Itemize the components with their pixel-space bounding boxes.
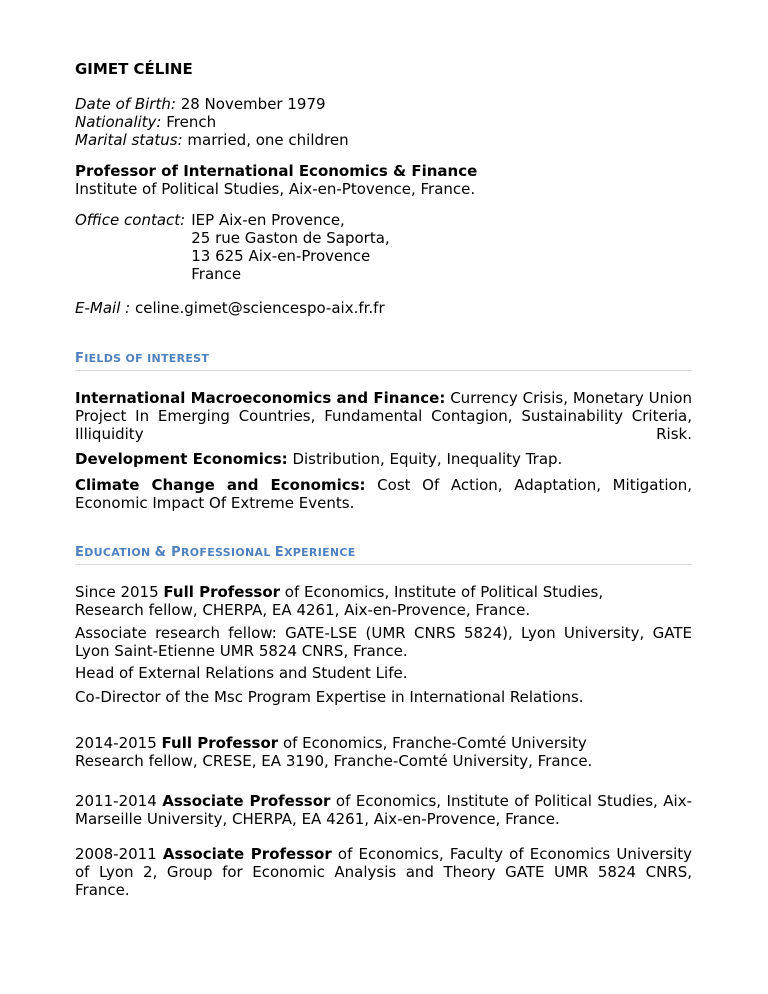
education-header: EDUCATION & PROFESSIONAL EXPERIENCE — [75, 545, 692, 565]
education-entry: Co-Director of the Msc Program Expertise in International Relations. — [75, 688, 584, 706]
dob-value: 28 November 1979 — [180, 95, 326, 113]
marital-line — [75, 131, 692, 149]
office-address — [191, 211, 389, 283]
office-label: Office contact: — [75, 211, 186, 229]
nationality-value: French — [166, 113, 217, 131]
nationality-line — [75, 113, 692, 131]
nationality-label: Nationality: — [75, 113, 162, 131]
field-text: Currency Crisis, Monetary Union Project In Emerging Countries, Fundamental Contagion, Sustainability Criteria, Illiquidity Risk. — [75, 389, 692, 443]
field-topic: Development Economics: — [75, 450, 288, 468]
field-text: Cost Of Action, Adaptation, Mitigation, Economic Impact Of Extreme Events. — [75, 476, 692, 512]
position-block — [75, 162, 692, 198]
fields-header: FIELDS OF INTEREST — [75, 351, 692, 371]
education-entry: 2008-2011 Associate Professor of Economics, Faculty of Economics University of Lyon 2, Group for Economic Analysis and Theory GATE UMR 5824 CNRS, France. — [75, 845, 693, 899]
education-entry: 2011-2014 Associate Professor of Economics, Institute of Political Studies, Aix-Marseille University, CHERPA, EA 4261, Aix-en-Provence, France. — [75, 792, 693, 828]
office-line: France — [191, 265, 242, 283]
dob-line — [75, 95, 692, 113]
education-entry: Since 2015 Full Professor of Economics, Institute of Political Studies, Research fellow, CHERPA, EA 4261, Aix-en-Provence, France. — [75, 583, 604, 619]
position-title: Professor of International Economics & Finance — [75, 162, 478, 180]
field-item — [75, 450, 692, 468]
office-line: 25 rue Gaston de Saporta, — [191, 229, 390, 247]
education-entry: 2014-2015 Full Professor of Economics, Franche-Comté University Research fellow, CRESE, EA 3190, Franche-Comté University, France. — [75, 734, 593, 770]
marital-value: married, one children — [187, 131, 349, 149]
email-value[interactable]: celine.gimet@sciencespo-aix.fr.fr — [134, 299, 385, 317]
field-text: Distribution, Equity, Inequality Trap. — [292, 450, 563, 468]
personal-info — [75, 95, 692, 149]
office-contact — [75, 211, 692, 283]
email-line — [75, 299, 692, 317]
email-label: E-Mail : — [75, 299, 131, 317]
field-topic: Climate Change and Economics: — [75, 476, 366, 494]
office-line: 13 625 Aix-en-Provence — [191, 247, 371, 265]
cv-name: GIMET CÉLINE — [75, 60, 193, 78]
field-item — [75, 476, 692, 512]
education-entry: Head of External Relations and Student Life. — [75, 664, 408, 682]
position-institution: Institute of Political Studies, Aix-en-Ptovence, France. — [75, 180, 476, 198]
marital-label: Marital status: — [75, 131, 183, 149]
education-entry: Associate research fellow: GATE-LSE (UMR CNRS 5824), Lyon University, GATE Lyon Saint-Etienne UMR 5824 CNRS, France. — [75, 624, 692, 660]
office-line: IEP Aix-en Provence, — [191, 211, 345, 229]
field-topic: International Macroeconomics and Finance: — [75, 389, 446, 407]
dob-label: Date of Birth: — [75, 95, 176, 113]
